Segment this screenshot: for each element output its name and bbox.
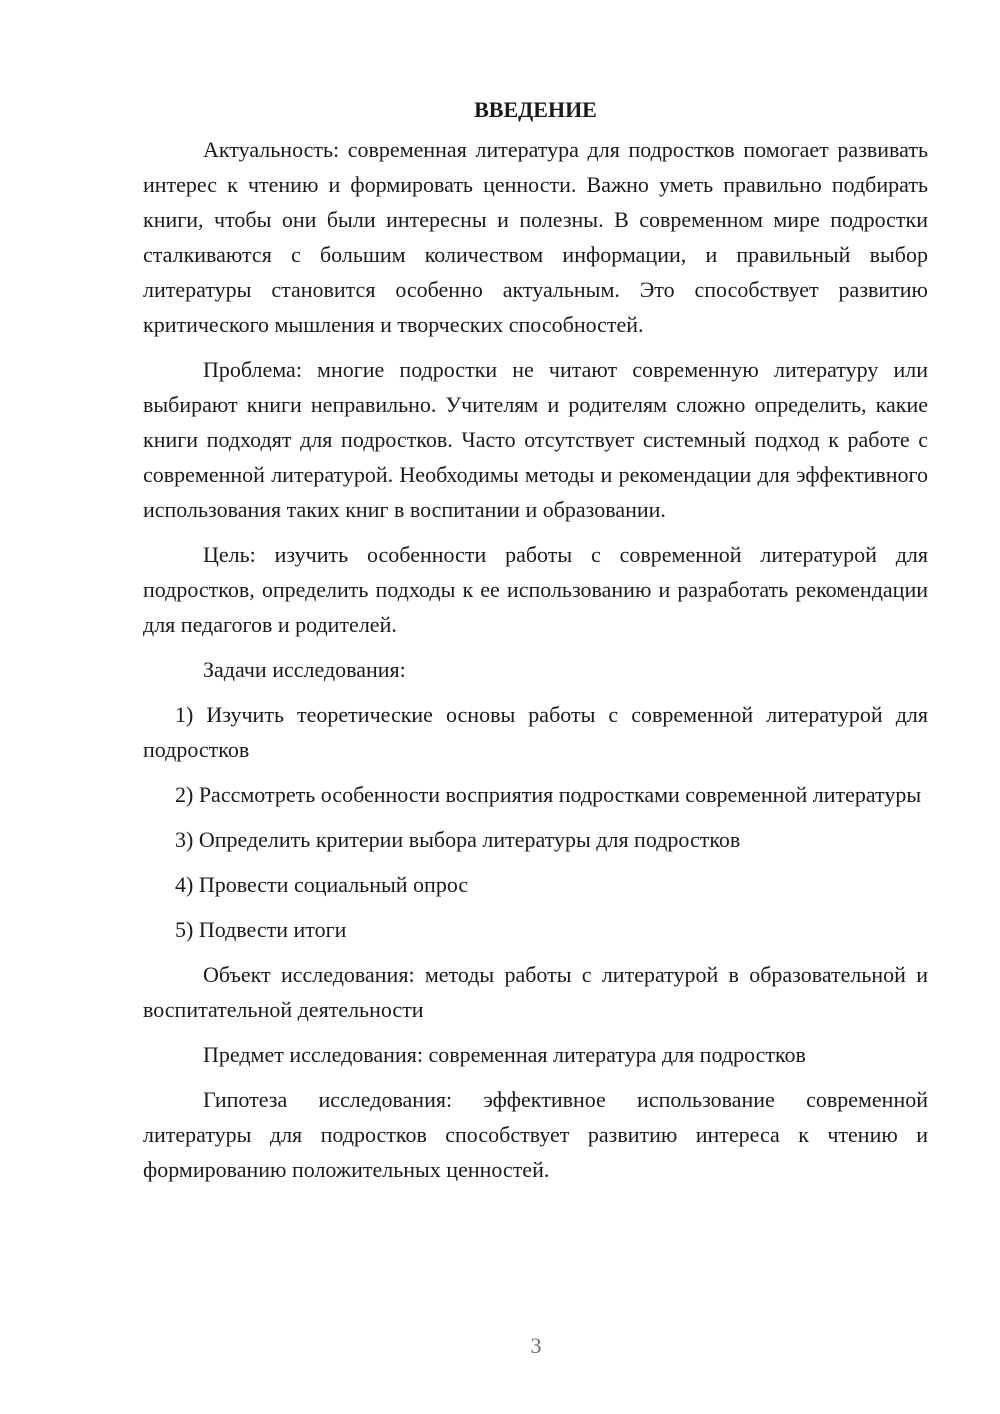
task-item: 1) Изучить теоретические основы работы с современной литературой для подростков [143, 702, 928, 762]
paragraph-hypothesis: Гипотеза исследования: эффективное использование современной литературы для подростков способствует развитию интереса к чтению и формированию положительных ценностей. [143, 1087, 928, 1182]
task-item: 4) Провести социальный опрос [175, 872, 469, 897]
page-number: 3 [530, 1333, 542, 1358]
paragraph-object: Объект исследования: методы работы с литературой в образовательной и воспитательной деятельности [143, 962, 928, 1022]
task-item: 5) Подвести итоги [175, 917, 347, 942]
document-page [143, 92, 928, 1197]
tasks-heading: Задачи исследования: [203, 657, 406, 682]
task-item: 2) Рассмотреть особенности восприятия подростками современной литературы [175, 782, 922, 807]
task-item: 3) Определить критерии выбора литературы для подростков [175, 827, 741, 852]
paragraph-subject: Предмет исследования: современная литература для подростков [203, 1042, 806, 1067]
paragraph-relevance: Актуальность: современная литература для подростков помогает развивать интерес к чтению и формировать ценности. Важно уметь правильно подбирать книги, чтобы они были интересны и полезны. В современном мире подростки сталкиваются с большим количеством информации, и правильный выбор литературы становится особенно актуальным. Это способствует развитию критического мышления и творческих способностей. [143, 137, 928, 337]
paragraph-problem: Проблема: многие подростки не читают современную литературу или выбирают книги неправильно. Учителям и родителям сложно определить, какие книги подходят для подростков. Часто отсутствует системный подход к работе с современной литературой. Необходимы методы и рекомендации для эффективного использования таких книг в воспитании и образовании. [143, 357, 928, 522]
paragraph-goal: Цель: изучить особенности работы с современной литературой для подростков, определить подходы к ее использованию и разработать рекомендации для педагогов и родителей. [143, 542, 928, 637]
document-title: ВВЕДЕНИЕ [474, 97, 597, 122]
